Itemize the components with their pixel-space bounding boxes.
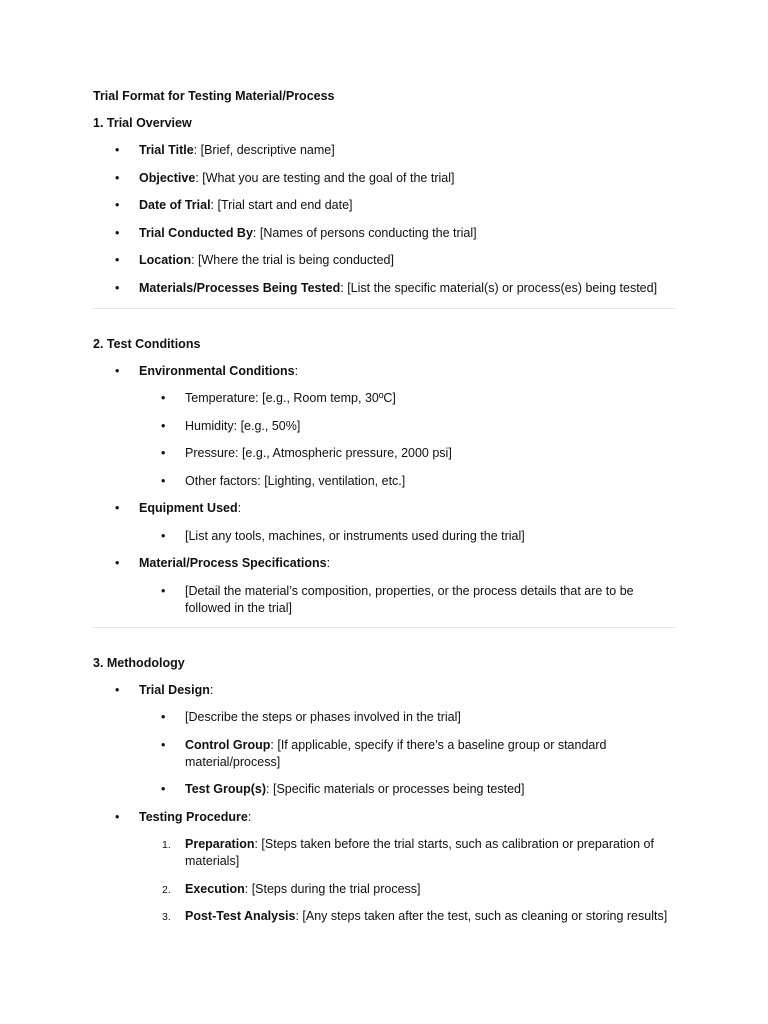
- bullet-icon: •: [115, 501, 120, 515]
- bullet-icon: •: [115, 198, 120, 212]
- sub-list-item: [139, 418, 675, 435]
- specifications-sublist: [139, 583, 675, 617]
- list-item: [93, 280, 675, 297]
- list-item: [93, 225, 675, 242]
- methodology-list: [93, 682, 675, 926]
- list-item: [93, 170, 675, 187]
- bullet-icon: •: [115, 143, 120, 157]
- bullet-icon: •: [161, 737, 166, 752]
- item-label: Trial Design: [139, 682, 210, 697]
- sub-list-item: [139, 709, 675, 726]
- section-heading-methodology: 3. Methodology: [93, 655, 185, 670]
- bullet-icon: •: [115, 280, 120, 295]
- sub-list-item: [139, 583, 675, 617]
- bullet-icon: •: [161, 528, 166, 543]
- trial-design-sublist: [139, 709, 675, 798]
- equipment-sublist: [139, 528, 675, 545]
- sub-list-item: [139, 390, 675, 407]
- bullet-icon: •: [161, 446, 166, 460]
- item-suffix: :: [237, 501, 242, 515]
- trial-overview-list: [93, 142, 675, 297]
- sub-list-item: [139, 445, 675, 462]
- bullet-icon: •: [115, 170, 120, 185]
- sub-list-item: [139, 473, 675, 490]
- procedure-step: [139, 881, 675, 898]
- bullet-icon: •: [115, 682, 120, 697]
- list-item-equipment: [93, 500, 675, 545]
- bullet-icon: •: [115, 363, 120, 378]
- item-suffix: :: [326, 556, 331, 570]
- item-text: : [Where the trial is being conducted]: [191, 253, 394, 267]
- item-text: [Detail the material’s composition, properties, or the process details that are to be followed in the trial]: [185, 583, 634, 615]
- bullet-icon: •: [115, 253, 120, 267]
- sub-list-item: [139, 528, 675, 545]
- item-text: [Describe the steps or phases involved in the trial]: [185, 710, 461, 724]
- bullet-icon: •: [161, 418, 166, 433]
- step-number: 2.: [162, 883, 171, 896]
- item-label: Control Group: [185, 737, 271, 752]
- item-suffix: :: [247, 809, 252, 824]
- bullet-icon: •: [161, 710, 166, 724]
- item-label: Trial Title: [139, 143, 194, 157]
- section-heading-trial-overview: 1. Trial Overview: [93, 116, 192, 130]
- item-label: Test Group(s): [185, 782, 267, 796]
- bullet-icon: •: [161, 391, 166, 405]
- list-item-testing-procedure: [93, 809, 675, 926]
- item-label: Location: [139, 253, 192, 267]
- procedure-step: [139, 836, 675, 870]
- list-item: [93, 197, 675, 214]
- item-text: : [List the specific material(s) or process(es) being tested]: [340, 280, 658, 295]
- item-text: : [If applicable, specify if there’s a baseline group or standard material/process]: [185, 737, 607, 769]
- item-text: : [Trial start and end date]: [210, 198, 353, 212]
- document-title: Trial Format for Testing Material/Process: [93, 89, 335, 103]
- item-text: [List any tools, machines, or instruments used during the trial]: [185, 528, 525, 543]
- item-text: Humidity: [e.g., 50%]: [185, 418, 301, 433]
- environmental-sublist: [139, 390, 675, 490]
- step-number: 3.: [162, 911, 171, 923]
- item-label: Execution: [185, 881, 245, 896]
- item-label: Material/Process Specifications: [139, 556, 327, 570]
- item-label: Materials/Processes Being Tested: [139, 280, 341, 295]
- item-text: Temperature: [e.g., Room temp, 30ºC]: [185, 391, 396, 405]
- item-label: Trial Conducted By: [139, 225, 253, 240]
- bullet-icon: •: [161, 583, 166, 598]
- bullet-icon: •: [115, 225, 120, 240]
- item-label: Preparation: [185, 837, 255, 851]
- list-item: [93, 252, 675, 269]
- item-label: Objective: [139, 170, 196, 185]
- item-label: Testing Procedure: [139, 809, 248, 824]
- procedure-step: [139, 908, 675, 925]
- item-label: Equipment Used: [139, 501, 238, 515]
- list-item: [93, 142, 675, 159]
- test-conditions-list: [93, 363, 675, 617]
- item-text: : [Any steps taken after the test, such as cleaning or storing results]: [295, 909, 668, 923]
- item-label: Environmental Conditions: [139, 363, 295, 378]
- list-item-trial-design: [93, 682, 675, 799]
- item-text: : [Steps taken before the trial starts, such as calibration or preparation of materials]: [185, 837, 654, 868]
- bullet-icon: •: [115, 809, 120, 824]
- item-text: : [Specific materials or processes being tested]: [266, 782, 525, 796]
- bullet-icon: •: [161, 782, 166, 796]
- item-label: Post-Test Analysis: [185, 909, 296, 923]
- testing-procedure-steps: [139, 836, 675, 925]
- item-text: : [What you are testing and the goal of the trial]: [195, 170, 455, 185]
- item-label: Date of Trial: [139, 198, 211, 212]
- sub-list-item: [139, 737, 675, 771]
- bullet-icon: •: [161, 473, 166, 488]
- item-text: : [Names of persons conducting the trial]: [252, 225, 477, 240]
- list-item-environmental: [93, 363, 675, 490]
- item-text: : [Steps during the trial process]: [244, 881, 421, 896]
- item-suffix: :: [294, 363, 299, 378]
- sub-list-item: [139, 781, 675, 798]
- item-suffix: :: [209, 682, 214, 697]
- item-text: Pressure: [e.g., Atmospheric pressure, 2000 psi]: [185, 446, 452, 460]
- item-text: : [Brief, descriptive name]: [193, 143, 335, 157]
- list-item-specifications: [93, 555, 675, 617]
- bullet-icon: •: [115, 556, 120, 570]
- step-number: 1.: [162, 839, 171, 851]
- section-heading-test-conditions: 2. Test Conditions: [93, 336, 201, 351]
- item-text: Other factors: [Lighting, ventilation, etc.]: [185, 473, 406, 488]
